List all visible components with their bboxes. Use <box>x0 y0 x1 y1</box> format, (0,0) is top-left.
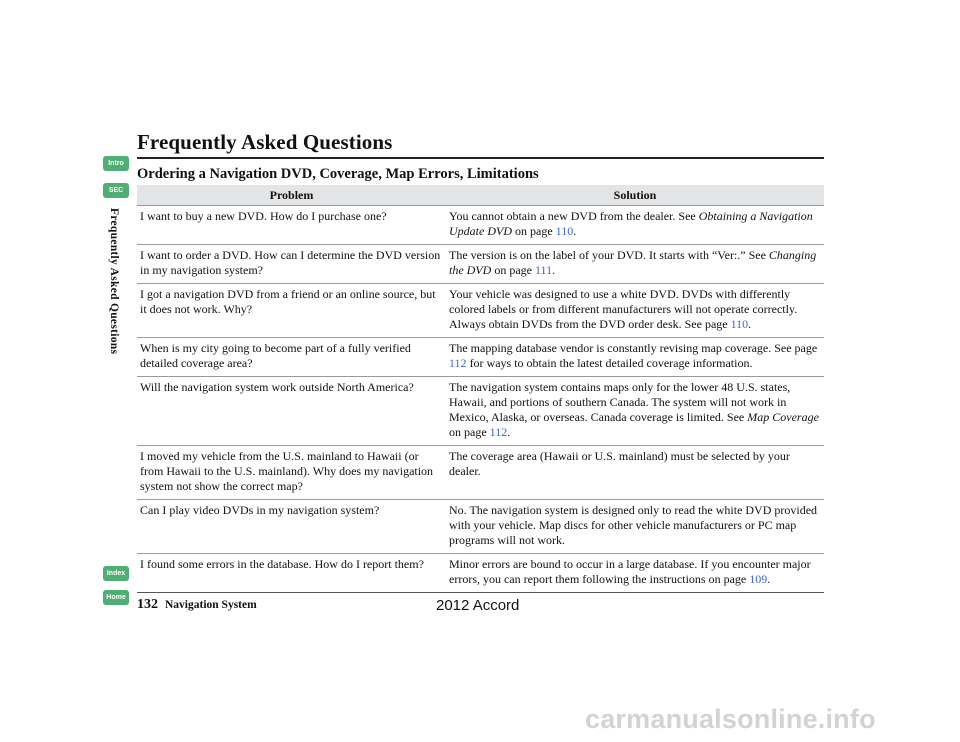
page-title: Frequently Asked Questions <box>137 130 393 154</box>
footer-model-name: 2012 Accord <box>436 597 520 614</box>
table-row <box>137 554 824 593</box>
solution-text: The navigation system contains maps only for the lower 48 U.S. states, Hawaii, and portions of southern Canada. The system will not work in Mexico, Alaska, or overseas. Canada coverage is limited. See <box>449 380 791 424</box>
problem-cell: Can I play video DVDs in my navigation system? <box>137 500 446 554</box>
solution-text: Your vehicle was designed to use a white DVD. DVDs with differently colored labels or from different manufacturers will not operate correctly. Always obtain DVDs from the DVD order desk. See page <box>449 287 798 331</box>
solution-text: The mapping database vendor is constantly revising map coverage. See page <box>449 341 818 355</box>
faq-table <box>137 185 824 593</box>
solution-text: . <box>507 425 511 439</box>
solution-text: on page <box>491 263 535 277</box>
page-link[interactable]: 110 <box>730 317 749 331</box>
page-link[interactable]: 110 <box>555 224 574 238</box>
problem-cell: I want to buy a new DVD. How do I purchase one? <box>137 206 446 245</box>
solution-cell: No. The navigation system is designed only to read the white DVD provided with your vehicle. Map discs for other vehicle manufacturers or PC map programs will not work. <box>446 500 824 554</box>
side-section-label: Frequently Asked Questions <box>108 208 120 355</box>
solution-text: for ways to obtain the latest detailed coverage information. <box>466 356 753 370</box>
table-row <box>137 245 824 284</box>
solution-column-header: Solution <box>446 185 824 206</box>
reference-title: Changing the DVD <box>449 248 817 277</box>
solution-text: . <box>573 224 577 238</box>
solution-text: on page <box>512 224 556 238</box>
solution-cell <box>446 206 824 245</box>
solution-text: . <box>552 263 556 277</box>
table-row <box>137 284 824 338</box>
solution-text: on page <box>449 425 490 439</box>
intro-tab[interactable]: Intro <box>103 156 129 171</box>
section-title: Ordering a Navigation DVD, Coverage, Map Errors, Limitations <box>137 166 539 182</box>
solution-cell <box>446 284 824 338</box>
page-link[interactable]: 109 <box>749 572 768 586</box>
solution-cell <box>446 554 824 593</box>
table-row <box>137 377 824 446</box>
page-link[interactable]: 111 <box>534 263 553 277</box>
home-tab[interactable]: Home <box>103 590 129 605</box>
table-row <box>137 206 824 245</box>
solution-cell <box>446 377 824 446</box>
solution-cell <box>446 338 824 377</box>
solution-text: . <box>748 317 752 331</box>
index-tab[interactable]: Index <box>103 566 129 581</box>
solution-text: The version is on the label of your DVD. It starts with “Ver:.” See <box>449 248 769 262</box>
solution-text: You cannot obtain a new DVD from the dealer. See <box>449 209 699 223</box>
title-divider <box>137 157 824 159</box>
problem-cell: I found some errors in the database. How do I report them? <box>137 554 446 593</box>
problem-cell: I got a navigation DVD from a friend or an online source, but it does not work. Why? <box>137 284 446 338</box>
sec-tab[interactable]: SEC <box>103 183 129 198</box>
table-row <box>137 446 824 500</box>
problem-cell: When is my city going to become part of a fully verified detailed coverage area? <box>137 338 446 377</box>
table-row <box>137 500 824 554</box>
solution-cell: The coverage area (Hawaii or U.S. mainland) must be selected by your dealer. <box>446 446 824 500</box>
page-link[interactable]: 112 <box>449 356 467 370</box>
table-header-row <box>137 185 824 206</box>
footer-section-name: Navigation System <box>165 599 257 611</box>
solution-text: Minor errors are bound to occur in a large database. If you encounter major errors, you can report them following the instructions on page <box>449 557 811 586</box>
problem-cell: I want to order a DVD. How can I determine the DVD version in my navigation system? <box>137 245 446 284</box>
problem-cell: Will the navigation system work outside North America? <box>137 377 446 446</box>
problem-cell: I moved my vehicle from the U.S. mainland to Hawaii (or from Hawaii to the U.S. mainland). Why does my navigation system not show the correct map? <box>137 446 446 500</box>
page-link[interactable]: 112 <box>489 425 508 439</box>
reference-title: Obtaining a Navigation Update DVD <box>449 209 813 238</box>
page-number: 132 <box>137 597 158 612</box>
solution-cell <box>446 245 824 284</box>
problem-column-header: Problem <box>137 185 446 206</box>
table-row <box>137 338 824 377</box>
watermark-text: carmanualsonline.info <box>585 704 876 734</box>
solution-text: . <box>767 572 771 586</box>
reference-title: Map Coverage <box>747 410 819 424</box>
